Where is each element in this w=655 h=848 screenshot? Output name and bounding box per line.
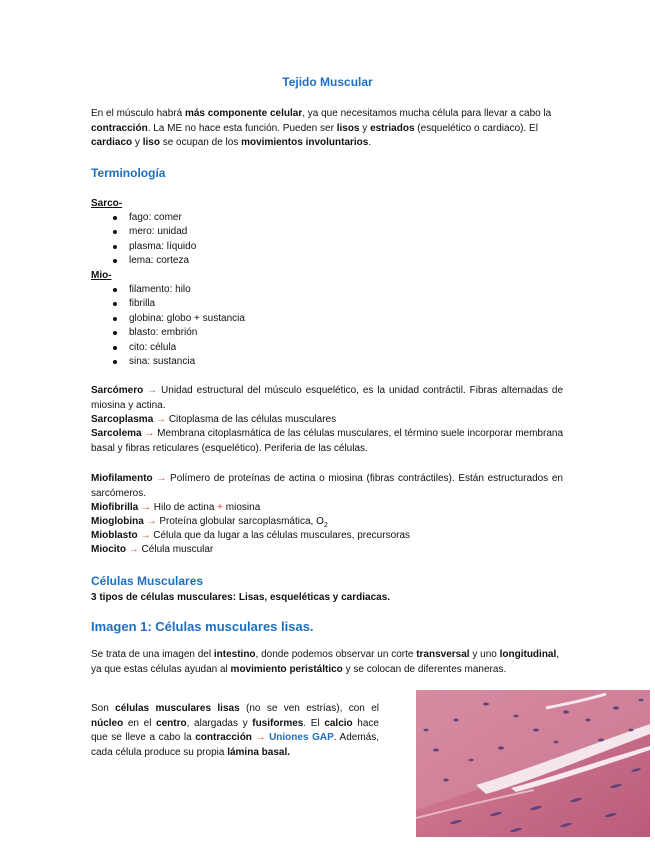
miocito-definition: Miocito → Célula muscular — [91, 544, 214, 555]
terminologia-heading: Terminología — [91, 166, 166, 180]
lisas-paragraph: Son células musculares lisas (no se ven estrías), con el núcleo en el centro, alargadas y fusiformes. El calcio hace que se lleve a cabo la contracción → Uniones GAP. Además, cada célula produce su propia lámina basal. — [91, 703, 380, 758]
plus-icon: + — [217, 502, 224, 513]
celulas-subtitle: 3 tipos de células musculares: Lisas, esqueléticas y cardiacas. — [91, 592, 391, 603]
miofilamento-definition: Miofilamento → Polímero de proteínas de actina o miosina (fibras contráctiles). Están estructurados en sarcómeros. — [91, 473, 563, 499]
list-item: fago: comer — [112, 211, 196, 225]
list-item: plasma: líquido — [112, 240, 196, 254]
list-item: cito: célula — [112, 341, 245, 355]
arrow-icon: → — [156, 414, 167, 425]
sarco-label: Sarco- — [91, 198, 123, 209]
list-item: lema: corteza — [112, 254, 196, 268]
arrow-icon: → — [147, 385, 158, 396]
imagen1-heading: Imagen 1: Células musculares lisas. — [91, 619, 314, 634]
arrow-icon: → — [144, 428, 155, 439]
smooth-muscle-micrograph — [416, 690, 650, 837]
sarcomero-definition: Sarcómero → Unidad estructural del músculo esquelético, es la unidad contráctil. Fibras alternadas de miosina y actina. — [91, 385, 564, 411]
miofibrilla-definition: Miofibrilla → Hilo de actina + miosina — [91, 502, 261, 513]
mioglobina-definition: Mioglobina → Proteína globular sarcoplasmática, $O_2$ — [91, 516, 328, 529]
arrow-icon: → — [141, 502, 152, 513]
uniones-gap-term: Uniones GAP — [269, 732, 334, 743]
sarco-list — [112, 211, 196, 269]
list-item: sina: sustancia — [112, 355, 245, 369]
intro-paragraph: En el músculo habrá más componente celular, ya que necesitamos mucha célula para llevar a cabo la contracción. La ME no hace esta función. Pueden ser lisos y estriados (esquelético o cardiaco). El cardiaco y liso se ocupan de los movimientos involuntarios. — [91, 108, 552, 148]
arrow-icon: → — [128, 544, 139, 555]
list-item: fibrilla — [112, 297, 245, 311]
celulas-heading: Células Musculares — [91, 574, 204, 588]
page-title: Tejido Muscular — [282, 75, 373, 89]
list-item: mero: unidad — [112, 225, 196, 239]
imagen1-paragraph: Se trata de una imagen del intestino, donde podemos observar un corte transversal y uno longitudinal, ya que estas células ayudan al movimiento peristáltico y se colocan de diferentes maneras. — [91, 649, 560, 675]
mioblasto-definition: Mioblasto → Célula que da lugar a las células musculares, precursoras — [91, 530, 411, 541]
mio-list — [112, 283, 245, 369]
sarcolema-definition: Sarcolema → Membrana citoplasmática de las células musculares, el término suele incorporar membrana basal y fibras reticulares (esquelético). Periferia de las células. — [91, 428, 564, 454]
arrow-icon: → — [140, 530, 151, 541]
sarcoplasma-definition: Sarcoplasma → Citoplasma de las células musculares — [91, 414, 337, 425]
list-item: globina: globo + sustancia — [112, 312, 245, 326]
arrow-icon: → — [156, 473, 167, 484]
mio-label: Mio- — [91, 270, 112, 281]
list-item: blasto: embrión — [112, 326, 245, 340]
arrow-icon: → — [146, 516, 157, 527]
list-item: filamento: hilo — [112, 283, 245, 297]
arrow-icon: → — [255, 732, 266, 743]
